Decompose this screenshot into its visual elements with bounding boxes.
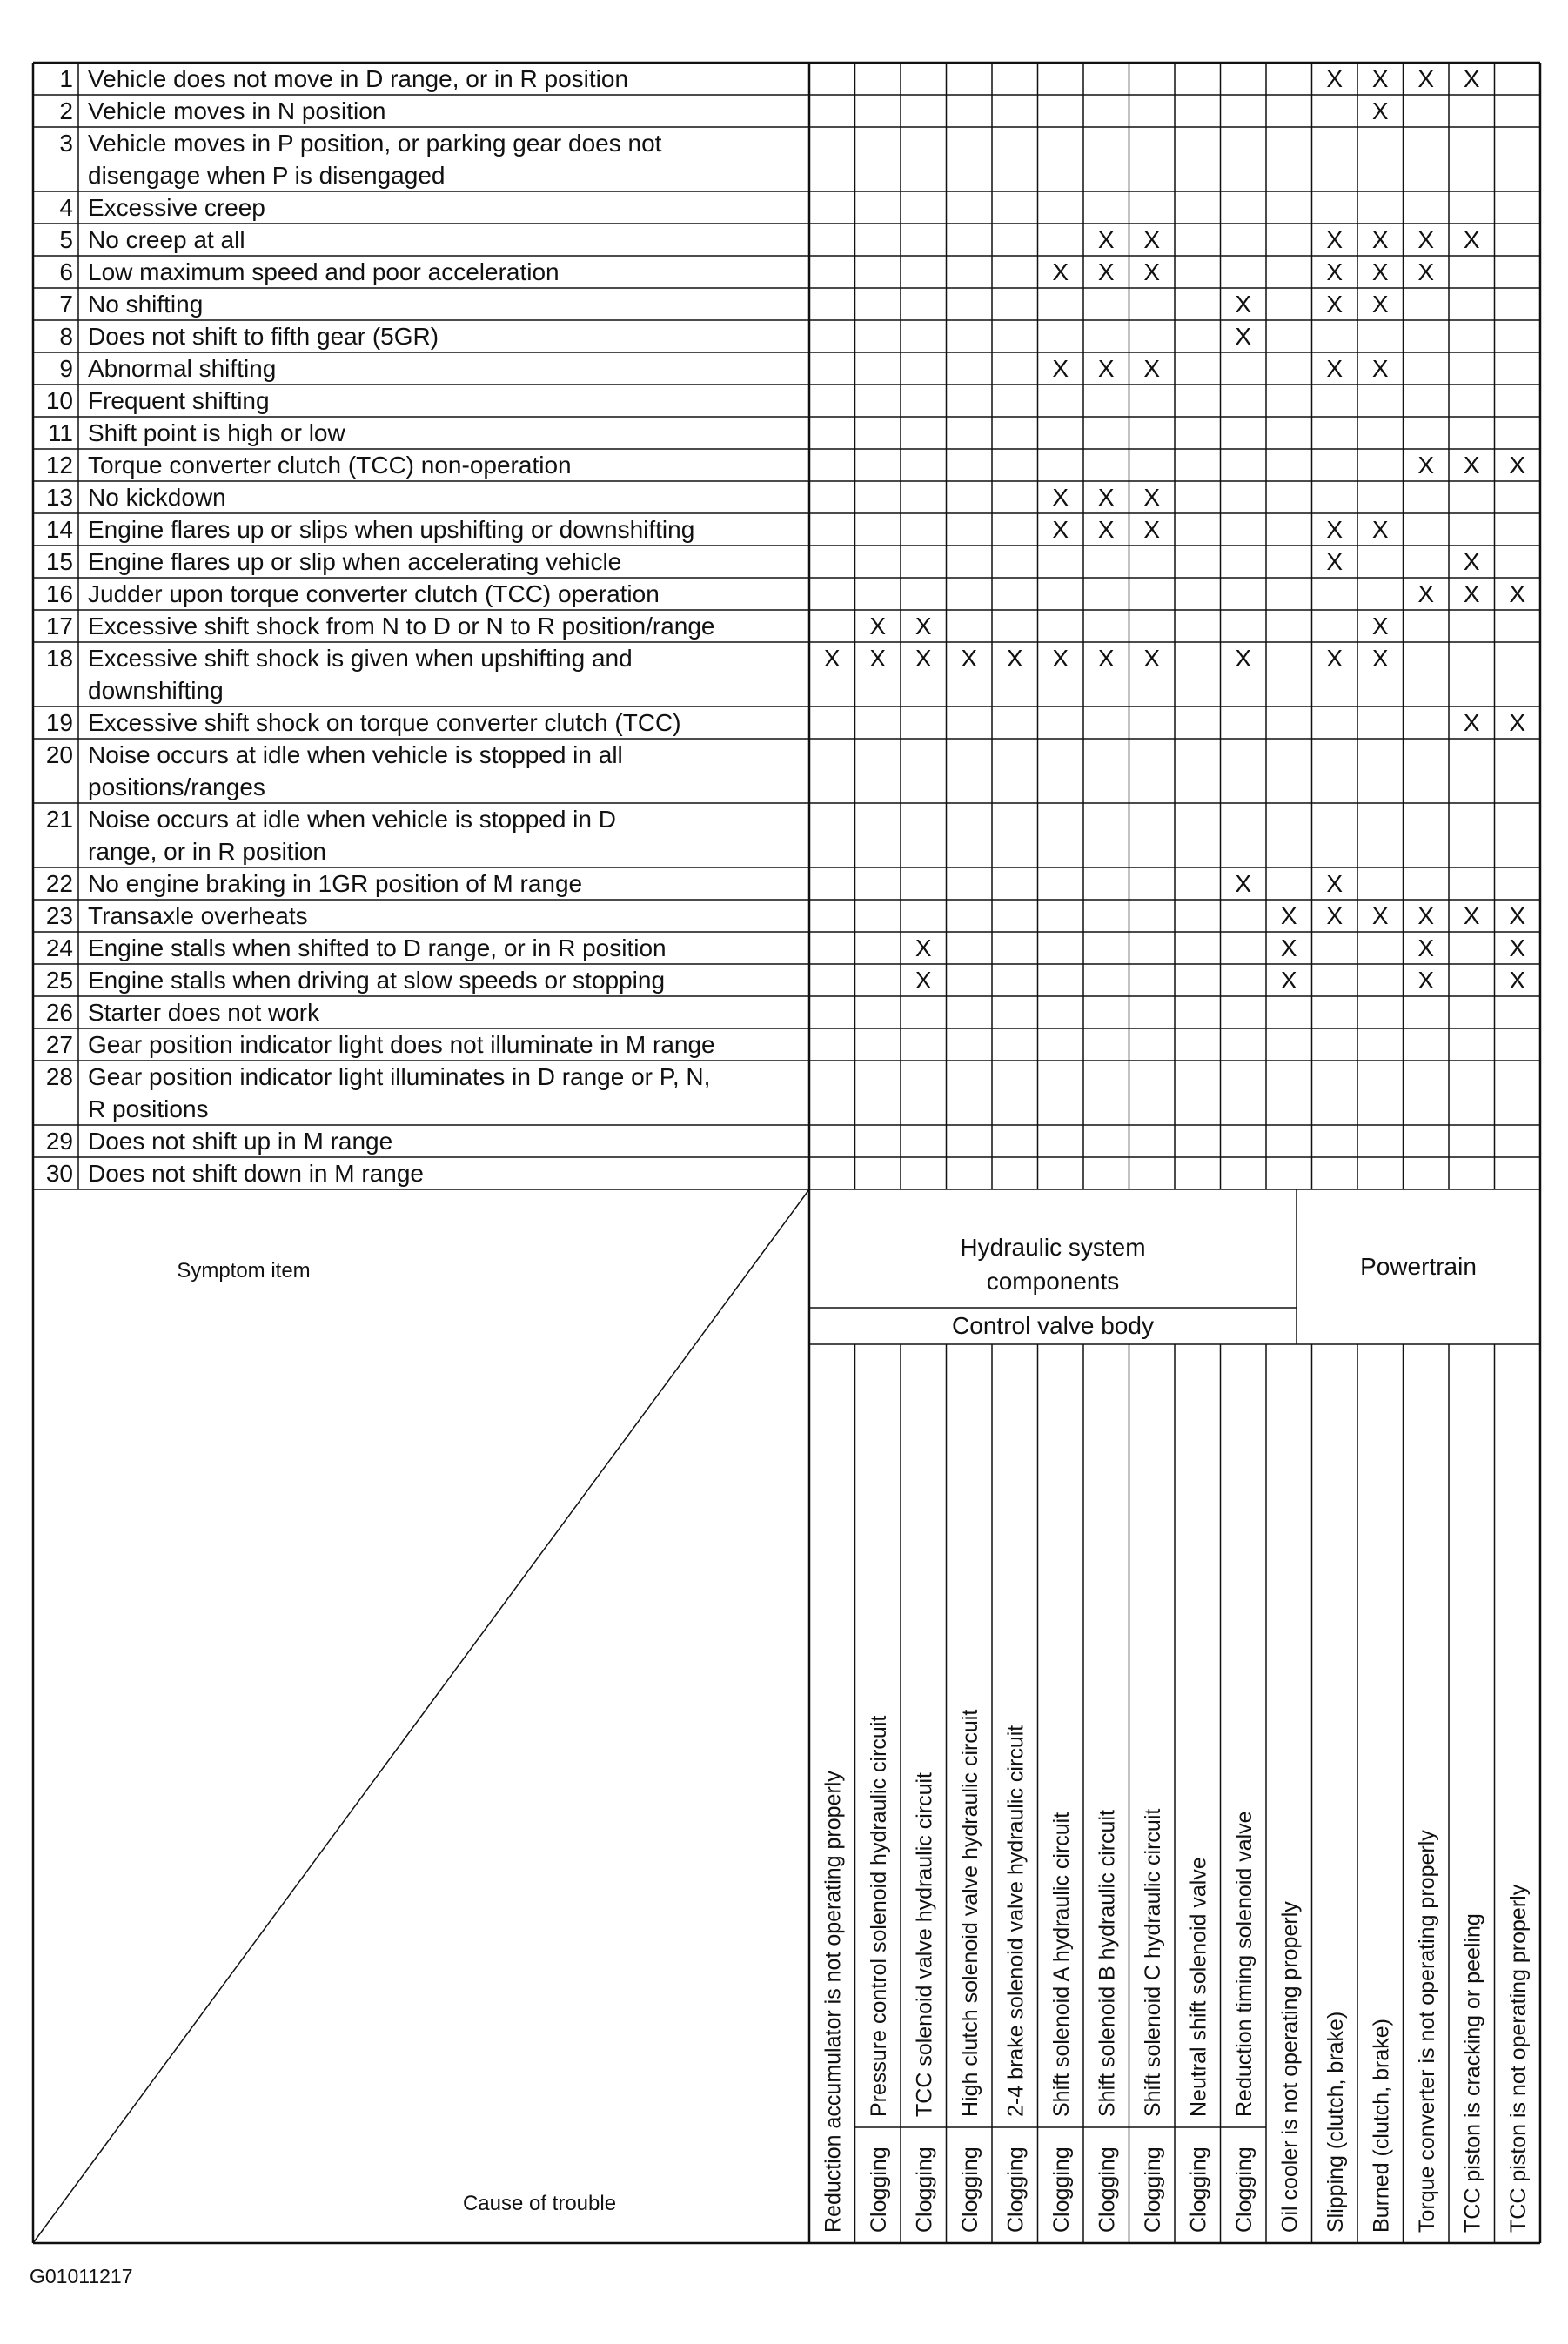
matrix-mark: X (1280, 934, 1297, 961)
symptom-text: Excessive shift shock is given when upshifting and (88, 645, 633, 672)
symptom-text: No kickdown (88, 484, 226, 511)
symptom-number: 18 (45, 645, 73, 672)
cause-column-label: Oil cooler is not operating properly (1277, 1901, 1303, 2233)
symptom-number: 23 (45, 902, 73, 929)
matrix-mark: X (823, 645, 841, 672)
matrix-mark: X (1463, 709, 1480, 736)
symptom-text: Excessive creep (88, 194, 265, 221)
symptom-number: 30 (45, 1160, 73, 1187)
cause-sub-label: Clogging (912, 2146, 937, 2233)
matrix-mark: X (1417, 452, 1435, 479)
matrix-mark: X (1326, 902, 1344, 929)
matrix-mark: X (1326, 516, 1344, 543)
corner-diagonal (33, 1189, 809, 2243)
matrix-mark: X (1097, 645, 1115, 672)
matrix-mark: X (1463, 65, 1480, 92)
matrix-mark: X (1235, 323, 1252, 350)
cause-column-label: Reduction timing solenoid valve (1231, 1811, 1256, 2117)
matrix-mark: X (1371, 613, 1389, 640)
matrix-mark: X (1417, 967, 1435, 994)
symptom-text: Starter does not work (88, 999, 320, 1026)
symptom-number: 2 (59, 97, 73, 124)
cause-sub-label: Clogging (1186, 2146, 1211, 2233)
hydraulic-group-label: Hydraulic system (960, 1234, 1146, 1261)
matrix-mark: X (1371, 97, 1389, 124)
symptom-text: positions/ranges (88, 774, 265, 800)
matrix-mark: X (1326, 291, 1344, 318)
cause-column-label: Torque converter is not operating properly (1414, 1830, 1439, 2233)
symptom-number: 27 (45, 1031, 73, 1058)
matrix-mark: X (1509, 709, 1526, 736)
matrix-mark: X (1143, 516, 1161, 543)
symptom-number: 12 (45, 452, 73, 479)
symptom-number: 19 (45, 709, 73, 736)
symptom-number: 17 (45, 613, 73, 640)
matrix-mark: X (961, 645, 978, 672)
matrix-mark: X (915, 934, 932, 961)
matrix-mark: X (1417, 580, 1435, 607)
cause-column-label: TCC piston is not operating properly (1505, 1884, 1531, 2233)
matrix-mark: X (1052, 484, 1069, 511)
symptom-text: Abnormal shifting (88, 355, 277, 382)
symptom-number: 5 (59, 226, 73, 253)
symptom-number: 4 (59, 194, 73, 221)
symptom-number: 26 (45, 999, 73, 1026)
symptom-text: Vehicle moves in N position (88, 97, 386, 124)
cause-sub-label: Clogging (1049, 2146, 1074, 2233)
cause-sub-label: Clogging (1140, 2146, 1165, 2233)
symptom-number: 14 (45, 516, 73, 543)
cause-column-label: Burned (clutch, brake) (1369, 2019, 1394, 2233)
symptom-text: Gear position indicator light illuminates in D range or P, N, (88, 1063, 711, 1090)
matrix-mark: X (1463, 580, 1480, 607)
cause-sub-label: Clogging (1003, 2146, 1029, 2233)
symptom-text: Noise occurs at idle when vehicle is stopped in all (88, 741, 623, 768)
matrix-mark: X (1417, 65, 1435, 92)
symptom-number: 24 (45, 934, 73, 961)
matrix-mark: X (1143, 645, 1161, 672)
symptom-number: 1 (59, 65, 73, 92)
symptom-text: R positions (88, 1095, 209, 1122)
symptom-number: 22 (45, 870, 73, 897)
matrix-mark: X (1097, 484, 1115, 511)
matrix-mark: X (1326, 870, 1344, 897)
matrix-mark: X (1326, 226, 1344, 253)
matrix-mark: X (1509, 967, 1526, 994)
symptom-number: 15 (45, 548, 73, 575)
symptom-number: 11 (47, 419, 73, 446)
matrix-mark: X (1463, 226, 1480, 253)
symptom-text: downshifting (88, 677, 224, 704)
matrix-mark: X (1371, 902, 1389, 929)
matrix-mark: X (1052, 645, 1069, 672)
cause-column-label: TCC solenoid valve hydraulic circuit (912, 1772, 937, 2117)
matrix-mark: X (1052, 258, 1069, 285)
matrix-mark: X (1509, 902, 1526, 929)
cause-column-label: 2-4 brake solenoid valve hydraulic circuit (1003, 1725, 1029, 2117)
matrix-mark: X (1326, 65, 1344, 92)
matrix-mark: X (915, 613, 932, 640)
symptom-number: 25 (45, 967, 73, 994)
symptom-text: Low maximum speed and poor acceleration (88, 258, 560, 285)
matrix-mark: X (1326, 258, 1344, 285)
matrix-mark: X (915, 967, 932, 994)
matrix-mark: X (1509, 580, 1526, 607)
cause-column-label: Reduction accumulator is not operating properly (821, 1771, 846, 2233)
matrix-mark: X (915, 645, 932, 672)
matrix-mark: X (1280, 967, 1297, 994)
symptom-text: Does not shift to fifth gear (5GR) (88, 323, 439, 350)
matrix-mark: X (1371, 355, 1389, 382)
symptom-text: Excessive shift shock on torque converter clutch (TCC) (88, 709, 681, 736)
symptom-text: Shift point is high or low (88, 419, 345, 446)
matrix-mark: X (1097, 226, 1115, 253)
matrix-mark: X (1371, 258, 1389, 285)
cause-column-label: Shift solenoid B hydraulic circuit (1095, 1810, 1120, 2117)
symptom-text: No engine braking in 1GR position of M range (88, 870, 583, 897)
matrix-mark: X (1371, 291, 1389, 318)
cause-column-label: Shift solenoid C hydraulic circuit (1140, 1808, 1165, 2117)
symptom-number: 13 (45, 484, 73, 511)
matrix-mark: X (1235, 645, 1252, 672)
symptom-text: Torque converter clutch (TCC) non-operation (88, 452, 572, 479)
matrix-mark: X (1143, 226, 1161, 253)
cause-sub-label: Clogging (1231, 2146, 1256, 2233)
cause-column-label: TCC piston is cracking or peeling (1460, 1913, 1485, 2233)
matrix-mark: X (1097, 258, 1115, 285)
matrix-mark: X (1371, 226, 1389, 253)
cause-of-trouble-label: Cause of trouble (462, 2192, 617, 2215)
symptom-number: 28 (45, 1063, 73, 1090)
matrix-mark: X (1463, 902, 1480, 929)
symptom-text: disengage when P is disengaged (88, 162, 446, 189)
matrix-mark: X (1235, 870, 1252, 897)
matrix-mark: X (1371, 65, 1389, 92)
matrix-mark: X (1006, 645, 1023, 672)
symptom-text: Vehicle moves in P position, or parking gear does not (88, 130, 662, 157)
symptom-text: Vehicle does not move in D range, or in R position (88, 65, 629, 92)
matrix-mark: X (1143, 484, 1161, 511)
matrix-mark: X (869, 645, 887, 672)
cause-column-label: Slipping (clutch, brake) (1323, 2011, 1348, 2233)
symptom-number: 10 (45, 387, 73, 414)
symptom-text: Engine flares up or slips when upshifting or downshifting (88, 516, 695, 543)
matrix-mark: X (1417, 258, 1435, 285)
cause-column-label: Pressure control solenoid hydraulic circuit (866, 1715, 891, 2117)
symptom-number: 6 (59, 258, 73, 285)
cause-column-label: High clutch solenoid valve hydraulic circuit (957, 1709, 982, 2117)
symptom-text: Does not shift up in M range (88, 1128, 393, 1155)
powertrain-group-label: Powertrain (1360, 1253, 1477, 1280)
symptom-number: 7 (59, 291, 73, 318)
symptom-text: Gear position indicator light does not illuminate in M range (88, 1031, 715, 1058)
symptom-number: 8 (59, 323, 73, 350)
symptom-text: No creep at all (88, 226, 245, 253)
symptom-item-label: Symptom item (177, 1259, 311, 1283)
matrix-mark: X (1326, 548, 1344, 575)
symptom-text: Transaxle overheats (88, 902, 308, 929)
symptom-number: 29 (45, 1128, 73, 1155)
matrix-mark: X (1143, 258, 1161, 285)
symptom-text: Noise occurs at idle when vehicle is stopped in D (88, 806, 616, 833)
matrix-mark: X (1143, 355, 1161, 382)
symptom-text: Engine stalls when driving at slow speeds or stopping (88, 967, 666, 994)
matrix-mark: X (1417, 902, 1435, 929)
cause-column-label: Neutral shift solenoid valve (1186, 1857, 1211, 2117)
symptom-number: 20 (45, 741, 73, 768)
symptom-text: Does not shift down in M range (88, 1160, 424, 1187)
matrix-mark: X (1280, 902, 1297, 929)
matrix-mark: X (1509, 934, 1526, 961)
matrix-mark: X (1235, 291, 1252, 318)
cause-sub-label: Clogging (866, 2146, 891, 2233)
cause-sub-label: Clogging (957, 2146, 982, 2233)
matrix-mark: X (1097, 516, 1115, 543)
matrix-mark: X (1463, 452, 1480, 479)
cause-sub-label: Clogging (1095, 2146, 1120, 2233)
matrix-mark: X (1371, 516, 1389, 543)
symptom-text: Engine stalls when shifted to D range, or in R position (88, 934, 667, 961)
matrix-mark: X (1417, 226, 1435, 253)
symptom-text: range, or in R position (88, 838, 326, 865)
symptom-text: No shifting (88, 291, 204, 318)
symptom-text: Engine flares up or slip when accelerating vehicle (88, 548, 622, 575)
matrix-mark: X (1509, 452, 1526, 479)
symptom-text: Frequent shifting (88, 387, 270, 414)
matrix-mark: X (1052, 516, 1069, 543)
symptom-number: 16 (45, 580, 73, 607)
symptom-text: Judder upon torque converter clutch (TCC) operation (88, 580, 660, 607)
matrix-mark: X (869, 613, 887, 640)
matrix-mark: X (1326, 355, 1344, 382)
matrix-mark: X (1371, 645, 1389, 672)
symptom-number: 9 (59, 355, 73, 382)
symptom-text: Excessive shift shock from N to D or N to R position/range (88, 613, 715, 640)
valve-body-label: Control valve body (952, 1312, 1154, 1339)
matrix-mark: X (1463, 548, 1480, 575)
matrix-mark: X (1326, 645, 1344, 672)
cause-column-label: Shift solenoid A hydraulic circuit (1049, 1812, 1074, 2117)
symptom-number: 3 (59, 130, 73, 157)
matrix-mark: X (1052, 355, 1069, 382)
symptom-number: 21 (45, 806, 73, 833)
hydraulic-group-label: components (986, 1268, 1120, 1295)
matrix-mark: X (1097, 355, 1115, 382)
figure-code: G01011217 (30, 2265, 133, 2287)
matrix-mark: X (1417, 934, 1435, 961)
